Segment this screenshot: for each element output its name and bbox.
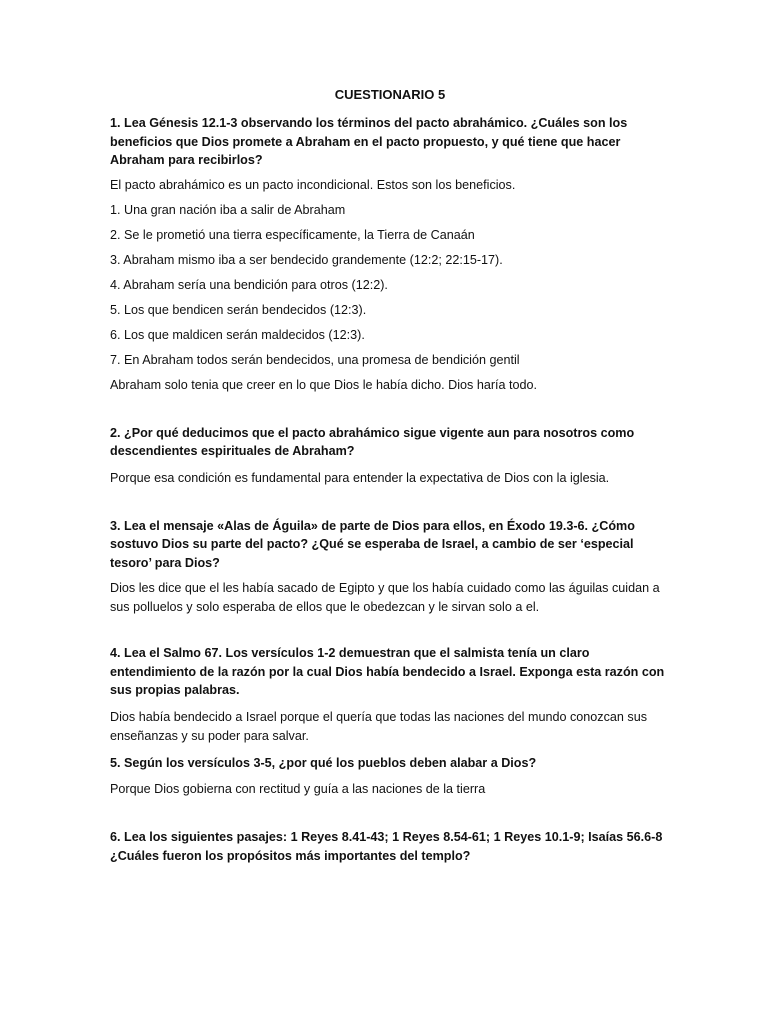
answer-1-item-1: 1. Una gran nación iba a salir de Abraham [110,202,346,217]
answer-1-item-7: 7. En Abraham todos serán bendecidos, una promesa de bendición gentil [110,352,520,367]
answer-5: Porque Dios gobierna con rectitud y guía a las naciones de la tierra [110,782,486,796]
question-3: 3. Lea el mensaje «Alas de Águila» de parte de Dios para ellos, en Éxodo 19.3-6. ¿Cómo sostuvo Dios su parte del pacto? ¿Qué se esperaba de Israel, a cambio de ser ‘especial tesoro’ para Dios? [110,518,635,570]
answer-4: Dios había bendecido a Israel porque el quería que todas las naciones del mundo conozcan sus enseñanzas y su poder para salvar. [110,709,647,743]
answer-1-item-4: 4. Abraham sería una bendición para otros (12:2). [110,277,388,292]
question-6: 6. Lea los siguientes pasajes: 1 Reyes 8.41-43; 1 Reyes 8.54-61; 1 Reyes 10.1-9; Isaías 56.6-8 ¿Cuáles fueron los propósitos más importantes del templo? [110,830,663,863]
question-2: 2. ¿Por qué deducimos que el pacto abrahámico sigue vigente aun para nosotros como descendientes espirituales de Abraham? [110,425,635,458]
answer-2: Porque esa condición es fundamental para entender la expectativa de Dios con la iglesia. [110,470,610,485]
question-4: 4. Lea el Salmo 67. Los versículos 1-2 demuestran que el salmista tenía un claro entendimiento de la razón por la cual Dios había bendecido a Israel. Exponga esta razón con sus propias palabras. [110,646,665,697]
answer-3: Dios les dice que el les había sacado de Egipto y que los había cuidado como las águilas cuidan a sus polluelos y solo esperaba de ellos que le obedezcan y le sirvan solo a el. [110,581,660,614]
question-5: 5. Según los versículos 3-5, ¿por qué los pueblos deben alabar a Dios? [110,755,537,770]
answer-1-conclusion: Abraham solo tenia que creer en lo que Dios le había dicho. Dios haría todo. [110,377,538,392]
answer-1-item-2: 2. Se le prometió una tierra específicamente, la Tierra de Canaán [110,227,475,242]
answer-1-item-5: 5. Los que bendicen serán bendecidos (12:3). [110,302,367,317]
answer-1-item-3: 3. Abraham mismo iba a ser bendecido grandemente (12:2; 22:15-17). [110,252,503,267]
answer-1-intro: El pacto abrahámico es un pacto incondicional. Estos son los beneficios. [110,177,516,192]
document-page [110,86,670,865]
question-1: 1. Lea Génesis 12.1-3 observando los términos del pacto abrahámico. ¿Cuáles son los beneficios que Dios promete a Abraham en el pacto propuesto, y qué tiene que hacer Abraham para recibirlos? [110,116,628,167]
answer-1-item-6: 6. Los que maldicen serán maldecidos (12:3). [110,327,365,342]
document-title: CUESTIONARIO 5 [334,87,446,102]
